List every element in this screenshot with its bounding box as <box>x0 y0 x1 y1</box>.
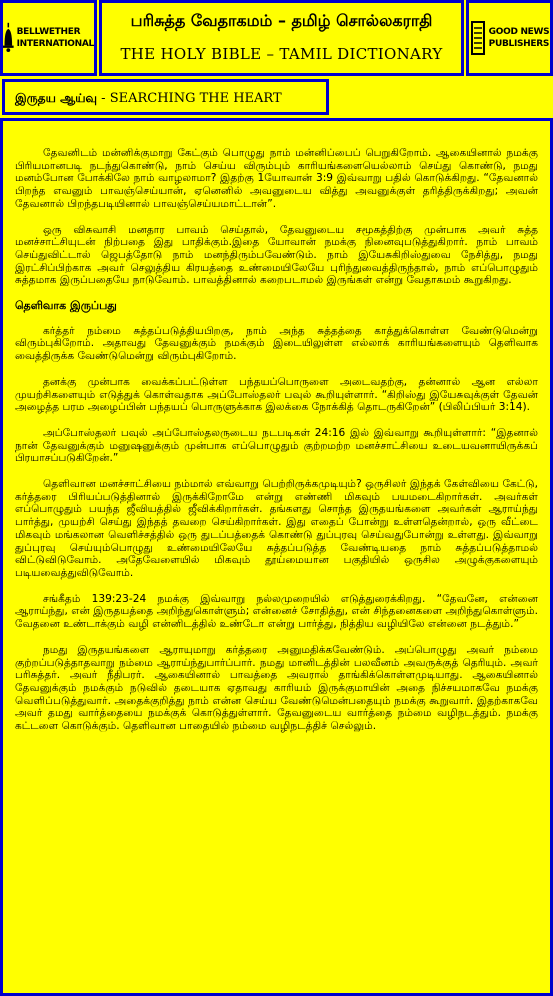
section-heading <box>2 79 329 115</box>
right-logo-line2: PUBLISHERS <box>488 39 550 49</box>
paragraph: தனக்கு முன்பாக வைக்கப்பட்டுள்ள பந்தயப்பொருளை அடைவதற்கு, தன்னால் ஆன எல்லா முயற்சிகளையும் எடுத்துக் கொள்வதாக அப்போஸ்தலர் பவுல் கூறியுள்ளார். “கிறிஸ்து இயேசுவுக்குள் தேவன் அழைத்த பரம அழைப்பின் பந்தயப் பொருளுக்காக இலக்கை நோக்கித் தொடருகிறேன்” (பிலிப்பியர் 3:14). <box>15 375 538 414</box>
title-english: THE HOLY BIBLE – TAMIL DICTIONARY <box>120 45 443 63</box>
paragraph: கர்த்தர் நம்மை சுத்தப்படுத்தியபிறகு, நாம் அந்த சுத்தத்தை காத்துக்கொள்ள வேண்டுமென்று விரும்புகிறோம். அதாவது தேவனுக்கும் நமக்கும் இடையிலுள்ள எல்லாக் காரியங்களையும் தெளிவாக வைத்திருக்க வேண்டுமென்று விரும்புகிறோம். <box>15 324 538 363</box>
paragraph: நமது இருதயங்களை ஆராயுமாறு கர்த்தரை அனுமதிக்கவேண்டும். அப்பொழுது அவர் நம்மை குற்றப்படுத்தாதவாறு நம்மை ஆராய்ந்துபார்ப்பார். நமது மானிடத்தின் பலவீனம் அவருக்குத் தெரியும். அவர் பரிசுத்தர். அவர் நீதிபரர். ஆகையினால் பாவத்தை அவரால் தாங்கிக்கொள்ளமுடியாது. ஆகையினால் தேவனுக்கும் நமக்கும் நடுவில் தடையாக ஏதாவது காரியம் இருக்குமாயின் அதை நிச்சயமாகவே நமக்கு வெளிப்படுத்துவார். அதைக்குறித்து நாம் என்ன செய்ய வேண்டுமென்பதையும் நமக்கு கூறுவார். இதற்காகவே அவர் தமது வார்த்தையை நமக்குக் கொடுத்துள்ளார். தேவனுடைய வார்த்தை நம்மை வழிநடத்தும். நமக்கு கட்டளை கொடுக்கும். தெளிவான பாதையில் நம்மை வழிநடத்திச் செல்லும். <box>15 643 538 733</box>
good-news-logo <box>466 0 553 76</box>
title-box <box>99 0 464 76</box>
heading-tamil: இருதய ஆய்வு <box>15 91 98 105</box>
bellwether-logo <box>0 0 97 76</box>
paragraph: தெளிவான மனச்சாட்சியை நம்மால் எவ்வாறு பெற்றிருக்கமுடியும்? ஒருசிலர் இந்தக் கேள்வியை கேட்டு, கர்த்தரை பிரியப்படுத்தினால் இருக்கிறோமே என்று எண்ணி மிகவும் பயமடைகிறார்கள். அவர்கள் எப்பொழுதும் பயந்த ஜீவியத்தில் ஜீவிக்கிறார்கள். தங்களது சொந்த இருதயங்களை அவர்கள் ஆராய்ந்து பார்த்து, முயற்சி செய்து இந்தத் தவறை செய்கிறார்கள். இது எதைப் போன்று உள்ளதென்றால், ஒரு வீட்டை மிகவும் மங்கலான வெளிச்சத்தில் ஒரு துடப்பத்தைக் கொண்டு துப்புரவு செய்வதுபோன்று உள்ளது. இவ்வாறு துப்புரவு செய்யும்பொழுது உண்மையிலேயே சுத்தப்படுத்த வேண்டியதை நாம் சுத்தப்படுத்தாமல் விட்டுவிடுவோம். அதேவேளையில் மிகவும் தூய்மையான பகுதியில் ஒருசில அழுக்குகளையும் படியவைத்துவிடுவோம். <box>15 478 538 579</box>
heading-separator: - <box>97 91 110 106</box>
right-logo-line1: GOOD NEWS <box>488 27 550 37</box>
left-logo-line2: INTERNATIONAL <box>16 39 94 49</box>
paragraph: சங்கீதம் 139:23-24 நமக்கு இவ்வாறு நல்லமுறையில் எடுத்துரைக்கிறது. “தேவனே, என்னை ஆராய்ந்து, என் இருதயத்தை அறிந்துகொள்ளும்; என்னைச் சோதித்து, என் சிந்தனைகளை அறிந்துகொள்ளும். வேதனை உண்டாக்கும் வழி என்னிடத்தில் உண்டோ என்று பார்த்து, நித்திய வழியிலே என்னை நடத்தும்.” <box>15 592 538 631</box>
subheading: தெளிவாக இருப்பது <box>15 299 117 313</box>
paragraph: அப்போஸ்தலர் பவுல் அப்போஸ்தலருடைய நடபடிகள் 24:16 இல் இவ்வாறு கூறியுள்ளார்: “இதனால் நான் தேவனுக்கும் மனுஷனுக்கும் முன்பாக எப்பொழுதும் குற்றமற்ற மனச்சாட்சியை உடையவனாயிருக்கப் பிரயாசப்படுகிறேன்.” <box>15 426 538 465</box>
paragraph: தேவனிடம் மன்னிக்குமாறு கேட்கும் பொழுது நாம் மன்னிப்பைப் பெறுகிறோம். ஆகையினால் நமக்கு பிரியமானபடி நடந்துகொண்டு, நாம் செய்ய விரும்பும் காரியங்களையெல்லாம் செய்து கொண்டு, நமது மனம்போன போக்கிலே நாம் வாழலாமா? இதற்கு 1யோவான் 3:9 இவ்வாறு பதில் கொடுக்கிறது. “தேவனால் பிறந்த எவனும் பாவஞ்செய்யான், ஏனெனில் அவனுடைய வித்து அவனுக்குள் தரித்திருக்கிறது; அவன் தேவனால் பிறந்தபடியினால் பாவஞ்செய்யமாட்டான்”. <box>15 147 538 210</box>
heading-english: SEARCHING THE HEART <box>109 91 282 106</box>
newspaper-icon <box>470 20 486 56</box>
article-body <box>0 118 553 996</box>
bell-icon <box>3 18 14 58</box>
title-tamil: பரிசுத்த வேதாகமம் – தமிழ் சொல்லகராதி <box>130 11 433 30</box>
paragraph: ஒரு விசுவாசி மனதார பாவம் செய்தால், தேவனுடைய சமூகத்திற்கு முன்பாக அவர் சுத்த மனச்சாட்சியுடன் நிற்பதை இது பாதிக்கும்.இதை யோவான் நமக்கு நினைவுபடுத்துகிறார். நாம் பாவம் செய்துவிட்டால் ஜெபத்தோடு நாம் மனந்திரும்பவேண்டும். நாம் இயேசுகிறிஸ்துவை நேசித்து, நமது இரட்சிப்பிற்காக அவர் செலுத்திய கிரயத்தை உண்மையிலேயே புரிந்துவைத்திருந்தால், நாம் எப்பொழுதும் சுத்தமாக இருப்பதையே நாடுவோம். பாவத்தினால் கறைபடாமல் இருங்கள் என்று வேதாகமம் கூறுகிறது. <box>15 223 538 287</box>
left-logo-line1: BELLWETHER <box>16 27 81 37</box>
